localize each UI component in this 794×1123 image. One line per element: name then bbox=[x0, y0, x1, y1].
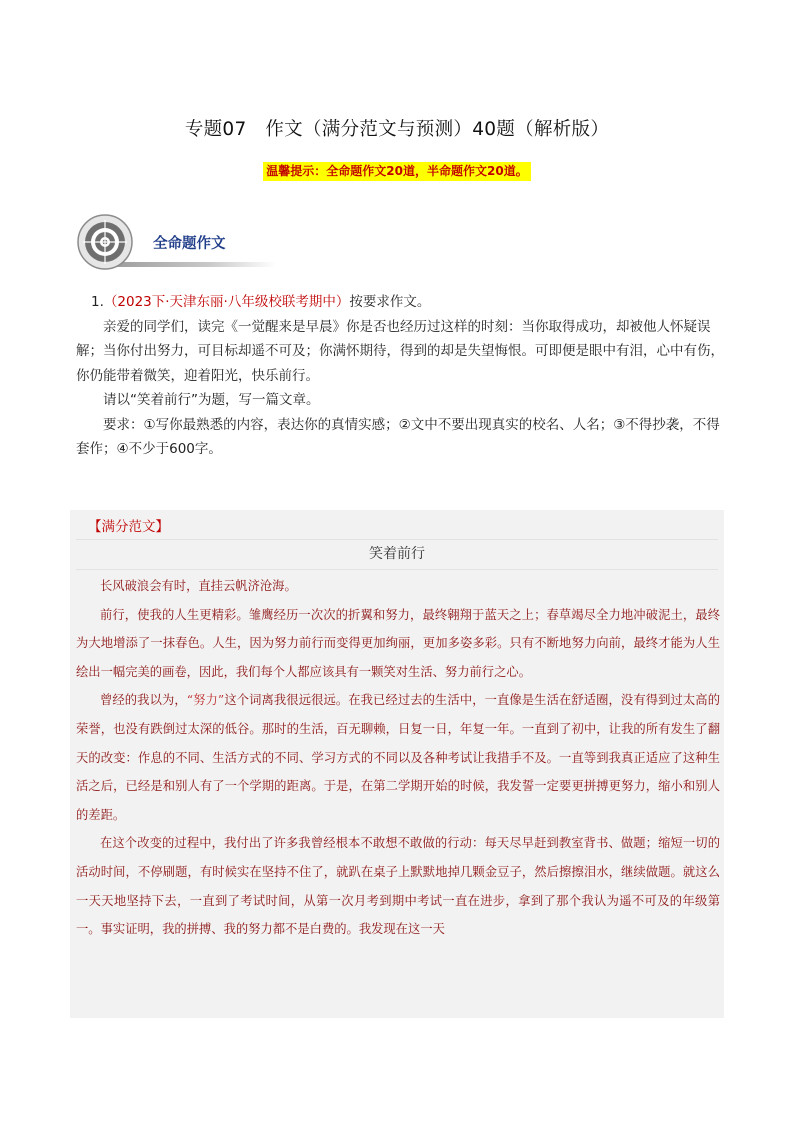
question-source: （2023下·天津东丽·八年级校联考期中） bbox=[103, 294, 350, 310]
essay-paragraph-3 bbox=[76, 686, 720, 829]
title-main: 专题07 作文 bbox=[184, 119, 303, 140]
title-paren: （满分范文与预测） bbox=[302, 119, 473, 140]
question-1-heading bbox=[76, 290, 726, 315]
question-instruction: 按要求作文。 bbox=[349, 294, 431, 310]
question-paragraph-2: 请以“笑着前行”为题，写一篇文章。 bbox=[103, 392, 320, 408]
section-header bbox=[76, 210, 276, 272]
essay-body bbox=[76, 572, 720, 944]
title-count: 40题 bbox=[472, 119, 516, 140]
section-label: 全命题作文 bbox=[153, 236, 226, 252]
essay-paragraph-4: 在这个改变的过程中，我付出了许多我曾经根本不敢想不敢做的行动：每天尽早赶到教室背书、做题；缩短一切的活动时间，不停刷题，有时候实在坚持不住了，就趴在桌子上默默地掉几颗金豆子，然后擦擦泪水，继续做题。就这么一天天地坚持下去，一直到了考试时间，从第一次月考到期中考试一直在进步，拿到了那个我认为遥不可及的年级第一。事实证明，我的拼搏、我的努力都不是白费的。我发现在这一天 bbox=[76, 836, 720, 937]
warm-tip: 温馨提示：全命题作文20道，半命题作文20道。 bbox=[263, 162, 530, 181]
page-title bbox=[0, 115, 794, 141]
target-icon bbox=[78, 215, 132, 269]
essay-paragraph-2: 前行，使我的人生更精彩。雏鹰经历一次次的折翼和努力，最终翱翔于蓝天之上；春草竭尽全力地冲破泥土，最终为大地增添了一抹春色。人生，因为努力前行而变得更加绚丽，更加多姿多彩。只有不断地努力向前，最终才能为人生绘出一幅完美的画卷，因此，我们每个人都应该具有一颗笑对生活、努力前行之心。 bbox=[76, 607, 720, 679]
question-requirements: 要求：①写你最熟悉的内容，表达你的真情实感；②文中不要出现真实的校名、人名；③不得抄袭，不得套作；④不少于600字。 bbox=[76, 416, 720, 457]
question-number: 1. bbox=[91, 294, 104, 310]
essay-paragraph-1: 长风破浪会有时，直挂云帆济沧海。 bbox=[100, 579, 297, 593]
essay-paragraph-3-rest: 这个词离我很远很远。在我已经过去的生活中，一直像是生活在舒适圈，没有得到过太高的荣誉，也没有跌倒过太深的低谷。那时的生活，百无聊赖，日复一日，年复一年。一直到了初中，让我的所有发生了翻天的改变：作息的不同、生活方式的不同、学习方式的不同以及各种考试让我措手不及。一直等到我真正适应了这种生活之后，已经是和别人有了一个学期的距离。于是，在第二学期开始的时候，我发誓一定要更拼搏更努力，缩小和别人的差距。 bbox=[76, 693, 720, 822]
essay-highlight: “努力” bbox=[186, 693, 225, 708]
essay-tag: 【满分范文】 bbox=[88, 519, 169, 535]
title-tail: （解析版） bbox=[515, 119, 610, 140]
essay-paragraph-3-start: 曾经的我以为， bbox=[100, 693, 187, 708]
essay-box bbox=[70, 510, 724, 1018]
tip-container bbox=[0, 160, 794, 181]
divider bbox=[76, 539, 718, 540]
question-1 bbox=[76, 290, 726, 462]
essay-title: 笑着前行 bbox=[369, 546, 425, 562]
divider bbox=[76, 569, 718, 570]
question-paragraph-1: 亲爱的同学们，读完《一觉醒来是早晨》你是否也经历过这样的时刻：当你取得成功，却被他人怀疑误解；当你付出努力，可目标却遥不可及；你满怀期待，得到的却是失望悔恨。可即便是眼中有泪，心中有伤，你仍能带着微笑，迎着阳光，快乐前行。 bbox=[76, 318, 724, 384]
